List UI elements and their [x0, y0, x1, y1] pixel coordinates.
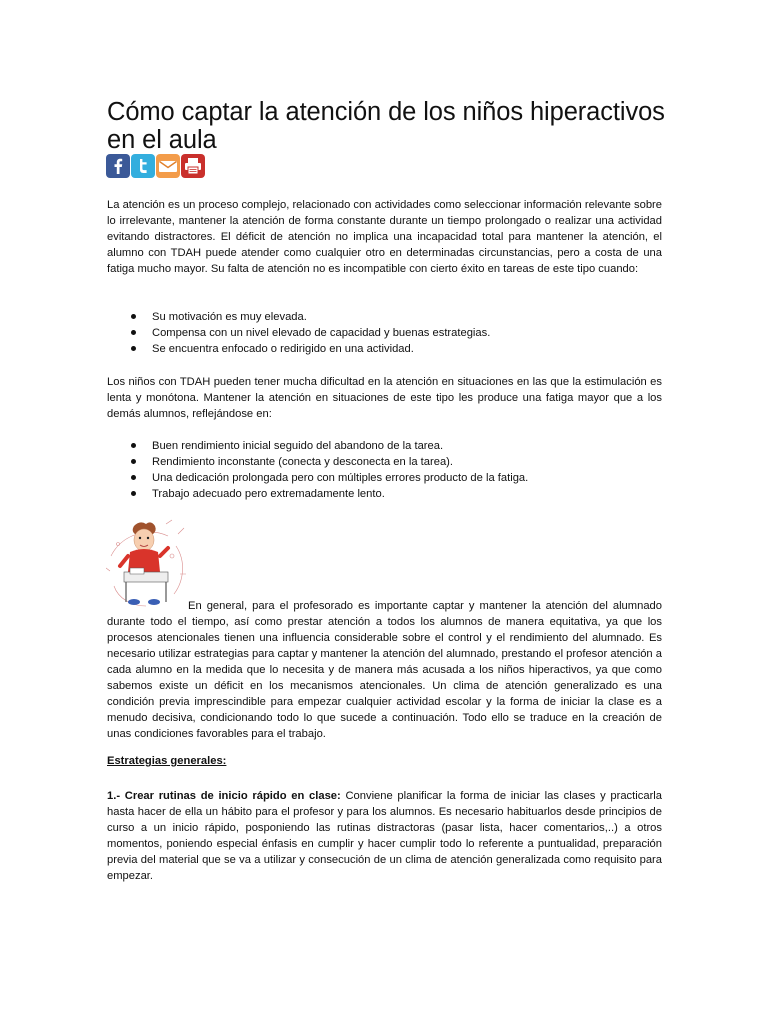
email-share-button[interactable] [156, 154, 180, 178]
bullet-icon [131, 475, 136, 480]
bullet-icon [131, 330, 136, 335]
bullet-list-2 [107, 438, 662, 502]
print-share-button[interactable] [181, 154, 205, 178]
list-item-text: Trabajo adecuado pero extremadamente lento. [152, 488, 385, 500]
strategy-title: 1.- Crear rutinas de inicio rápido en clase: [107, 790, 341, 802]
facebook-icon [106, 154, 130, 178]
share-buttons [106, 154, 205, 178]
list-item-text: Buen rendimiento inicial seguido del abandono de la tarea. [152, 440, 444, 452]
bullet-list [107, 438, 662, 502]
list-item [107, 341, 662, 357]
paragraph-text: Los niños con TDAH pueden tener mucha dificultad en la atención en situaciones en las que la estimulación es lenta y monótona. Mantener la atención en situaciones de este tipo les produce una fatiga mayor que a los demás alumnos, reflejándose en: [107, 376, 662, 420]
bullet-list [107, 309, 662, 357]
list-item [107, 454, 662, 470]
bullet-list-1 [107, 309, 662, 357]
list-item [107, 438, 662, 454]
facebook-share-button[interactable] [106, 154, 130, 178]
list-item-text: Su motivación es muy elevada. [152, 311, 307, 323]
list-item-text: Compensa con un nivel elevado de capacidad y buenas estrategias. [152, 327, 491, 339]
list-item [107, 325, 662, 341]
strategy-text [107, 788, 662, 884]
list-item-text: Se encuentra enfocado o redirigido en una actividad. [152, 343, 414, 355]
paragraph-intro [107, 197, 662, 277]
strategy-item-1 [107, 788, 662, 884]
paragraph-text: En general, para el profesorado es importante captar y mantener la atención del alumnado durante todo el tiempo, así como prestar atención a todos los alumnos de manera equitativa, ya que los procesos atencionales tienen una influencia considerable sobre el control y el rendimiento del alumnado. Es necesario utilizar estrategias para captar y mantener la atención del alumnado, prestando el profesor atención a cada alumno en la medida que lo necesita y de manera más acusada a los niños hiperactivos, ya que como sabemos existe un déficit en los mecanismos atencionales. Un clima de atención generalizado es una condición previa imprescindible para empezar cualquier actividad escolar y la forma de iniciar la clase es a menudo decisiva, condicionando todo lo que sucede a continuación. Todo ello se traduce en la creación de unas condiciones favorables para el trabajo. [107, 600, 662, 740]
list-item [107, 486, 662, 502]
child-at-desk-illustration [106, 516, 188, 610]
bullet-icon [131, 443, 136, 448]
paragraph-text: La atención es un proceso complejo, relacionado con actividades como seleccionar información relevante sobre lo irrelevante, mantener la atención de forma constante durante un tiempo prolongado o realizar una actividad evitando distractores. El déficit de atención no implica una incapacidad total para mantener la atención, el alumno con TDAH puede atender como cualquier otro en determinadas circunstancias, pero a costa de una fatiga mucho mayor. Su falta de atención no es incompatible con cierto éxito en tareas de este tipo cuando: [107, 199, 662, 275]
bullet-icon [131, 491, 136, 496]
list-item [107, 309, 662, 325]
section-heading: Estrategias generales: [107, 755, 227, 767]
strategy-body: Conviene planificar la forma de iniciar las clases y practicarla hasta hacer de ella un hábito para el profesor y para los alumnos. Es necesario habituarlos desde principios de curso a un inicio rápido, posponiendo las rutinas distractoras (pasar lista, hacer comentarios,..) a otros momentos, poniendo especial énfasis en cumplir y hacer cumplir todo lo referente a puntualidad, preparación previa del material que se va a utilizar y consecución de un clima de atención generalizada como requisito para empezar. [107, 790, 662, 882]
page-title: Cómo captar la atención de los niños hiperactivos en el aula [107, 98, 665, 154]
bullet-icon [131, 314, 136, 319]
email-icon [156, 154, 180, 178]
list-item-text: Rendimiento inconstante (conecta y desconecta en la tarea). [152, 456, 453, 468]
list-item-text: Una dedicación prolongada pero con múltiples errores producto de la fatiga. [152, 472, 529, 484]
paragraph-tdah [107, 374, 662, 422]
paragraph-general [107, 598, 662, 742]
bullet-icon [131, 346, 136, 351]
twitter-share-button[interactable] [131, 154, 155, 178]
twitter-icon [131, 154, 155, 178]
list-item [107, 470, 662, 486]
bullet-icon [131, 459, 136, 464]
print-icon [181, 154, 205, 178]
